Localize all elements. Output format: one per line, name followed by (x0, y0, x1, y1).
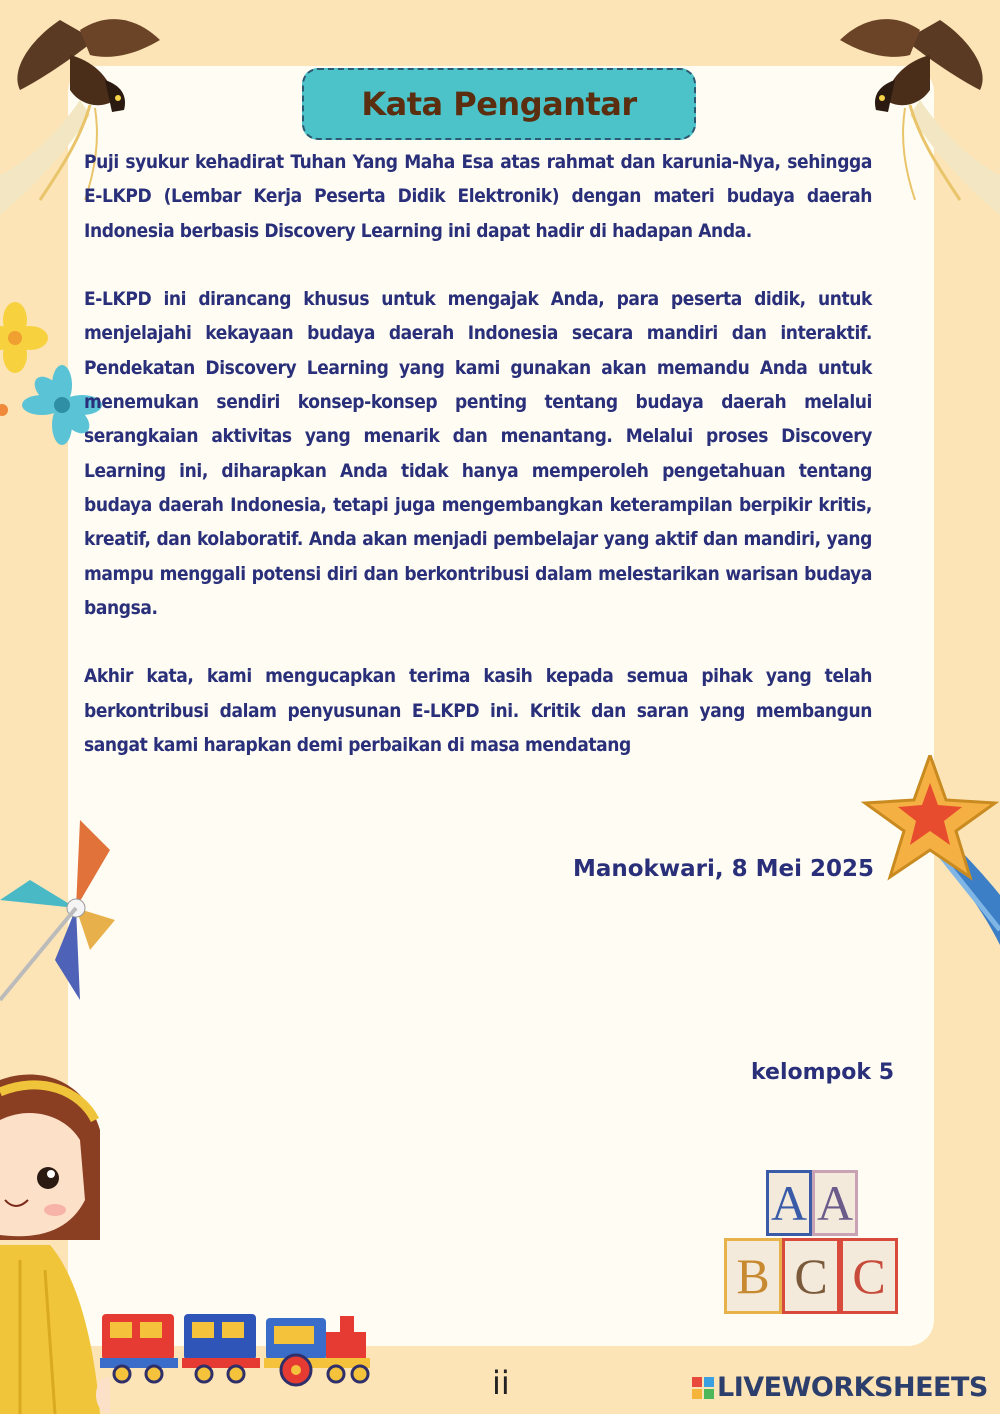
place-date: Manokwari, 8 Mei 2025 (572, 856, 874, 882)
title-banner (302, 68, 696, 140)
block-letter: A (812, 1170, 858, 1236)
page-number: ii (492, 1364, 510, 1402)
author-signature: kelompok 5 (751, 1060, 894, 1085)
paragraph-opening: Puji syukur kehadirat Tuhan Yang Maha Esa atas rahmat dan karunia-Nya, sehingga E-LKPD (Lembar Kerja Peserta Didik Elektronik) dengan materi budaya daerah Indonesia berbasis Discovery Learning ini dapat hadir di hadapan Anda. (84, 151, 872, 242)
block-letter: C (840, 1238, 898, 1314)
girl-illustration (0, 1060, 110, 1414)
block-letter: A (766, 1170, 812, 1236)
brand-name: LIVEWORKSHEETS (717, 1372, 988, 1403)
block-letter: B (724, 1238, 782, 1314)
page-title: Kata Pengantar (361, 85, 637, 123)
toy-train-icon (100, 1310, 375, 1390)
shooting-star-icon (860, 755, 1000, 955)
paragraph-closing: Akhir kata, kami mengucapkan terima kasih kepada semua pihak yang telah berkontribusi dalam penyusunan E-LKPD ini. Kritik dan saran yang membangun sangat kami harapkan demi perbaikan di masa mendatang (84, 665, 872, 757)
abc-blocks-icon (724, 1170, 902, 1314)
liveworksheets-logo-icon (692, 1377, 714, 1399)
liveworksheets-brand[interactable] (692, 1372, 988, 1403)
paragraph-body: E-LKPD ini dirancang khusus untuk mengajak Anda, para peserta didik, untuk menjelajahi kekayaan budaya daerah Indonesia secara mandiri dan interaktif. Pendekatan Discovery Learning yang kami gunakan akan memandu Anda untuk menemukan sendiri konsep-konsep penting tentang budaya daerah melalui serangkaian aktivitas yang menarik dan menantang. Melalui proses Discovery Learning ini, diharapkan Anda tidak hanya memperoleh pengetahuan tentang budaya daerah Indonesia, tetapi juga mengembangkan keterampilan berpikir kritis, kreatif, dan kolaboratif. Anda akan menjadi pembelajar yang aktif dan mandiri, yang mampu menggali potensi diri dan berkontribusi dalam melestarikan warisan budaya bangsa. (84, 288, 872, 619)
body-text (84, 145, 872, 762)
block-letter: C (782, 1238, 840, 1314)
pinwheel-icon (0, 810, 120, 1010)
